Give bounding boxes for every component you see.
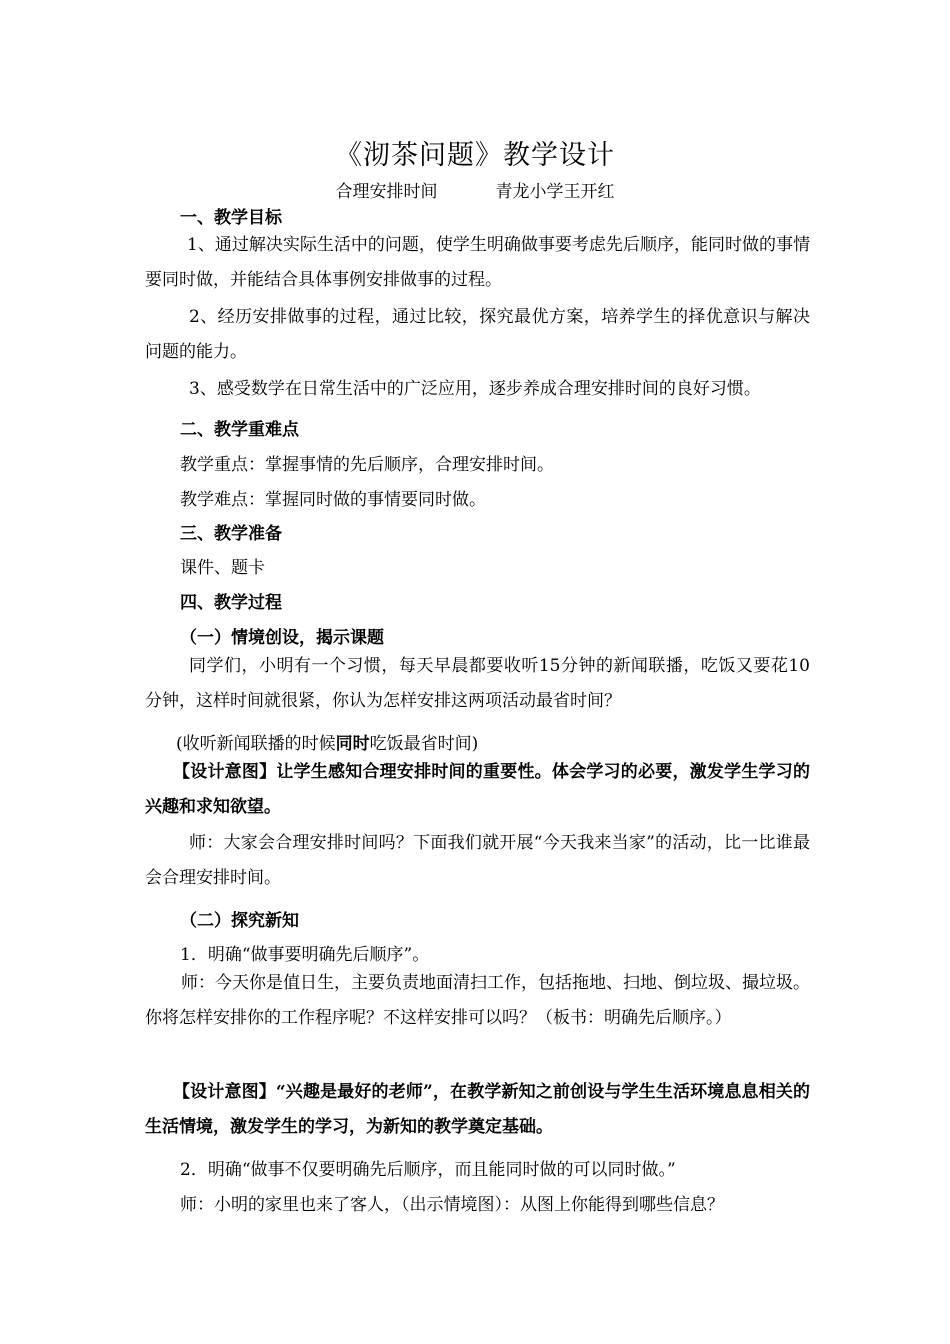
subsection-heading-explore: （二）探究新知	[180, 911, 299, 931]
subtitle-author: 青龙小学王开红	[495, 182, 615, 202]
teacher-paragraph-3: 师：小明的家里也来了客人，（出示情境图）：从图上你能得到哪些信息？	[180, 1195, 724, 1215]
section-heading-preparation: 三、教学准备	[180, 524, 282, 544]
preparation-text: 课件、题卡	[180, 558, 265, 578]
design-intent-2: 【设计意图】“兴趣是最好的老师”，在教学新知之前创设与学生生活环境息息相关的生活情境，激发学生的学习，为新知的教学奠定基础。	[145, 1082, 810, 1137]
teacher-paragraph-1: 师：大家会合理安排时间吗？下面我们就开展“今天我来当家”的活动，比一比谁最会合理安排时间。	[145, 833, 810, 888]
situation-note	[176, 729, 841, 754]
design-intent-1: 【设计意图】让学生感知合理安排时间的重要性。体会学习的必要，激发学生学习的兴趣和求知欲望。	[145, 762, 810, 817]
explore-item-2: 2．明确“做事不仅要明确先后顺序，而且能同时做的可以同时做。”	[180, 1160, 676, 1180]
goal-paragraph-1: 1、通过解决实际生活中的问题，使学生明确做事要考虑先后顺序，能同时做的事情要同时做，并能结合具体事例安排做事的过程。	[145, 235, 810, 290]
section-heading-keypoints: 二、教学重难点	[180, 420, 299, 440]
key-point: 教学重点：掌握事情的先后顺序，合理安排时间。	[180, 455, 554, 475]
note-part-a: (收听新闻联播的时候	[176, 734, 336, 754]
subtitle-topic: 合理安排时间	[335, 182, 438, 202]
document-title: 《沏茶问题》教学设计	[335, 140, 615, 171]
difficult-point: 教学难点：掌握同时做的事情要同时做。	[180, 490, 486, 510]
situation-paragraph: 同学们，小明有一个习惯，每天早晨都要收听15分钟的新闻联播，吃饭又要花10分钟，这样时间就很紧，你认为怎样安排这两项活动最省时间？	[145, 656, 810, 711]
note-part-bold: 同时	[335, 734, 370, 754]
note-part-c: 吃饭最省时间)	[369, 734, 479, 754]
document-subtitle	[0, 177, 950, 202]
subsection-heading-situation: （一）情境创设，揭示课题	[180, 628, 384, 648]
section-heading-process: 四、教学过程	[180, 593, 282, 613]
teacher-paragraph-2: 师：今天你是值日生，主要负责地面清扫工作，包括拖地、扫地、倒垃圾、撮垃圾。你将怎样安排你的工作程序呢？不这样安排可以吗？（板书：明确先后顺序。）	[145, 973, 810, 1028]
section-heading-goals: 一、教学目标	[180, 208, 282, 228]
goal-paragraph-2: 2、经历安排做事的过程，通过比较，探究最优方案，培养学生的择优意识与解决问题的能力。	[145, 307, 810, 362]
goal-paragraph-3: 3、感受数学在日常生活中的广泛应用，逐步养成合理安排时间的良好习惯。	[189, 379, 761, 399]
explore-item-1: 1．明确“做事要明确先后顺序”。	[180, 945, 430, 965]
